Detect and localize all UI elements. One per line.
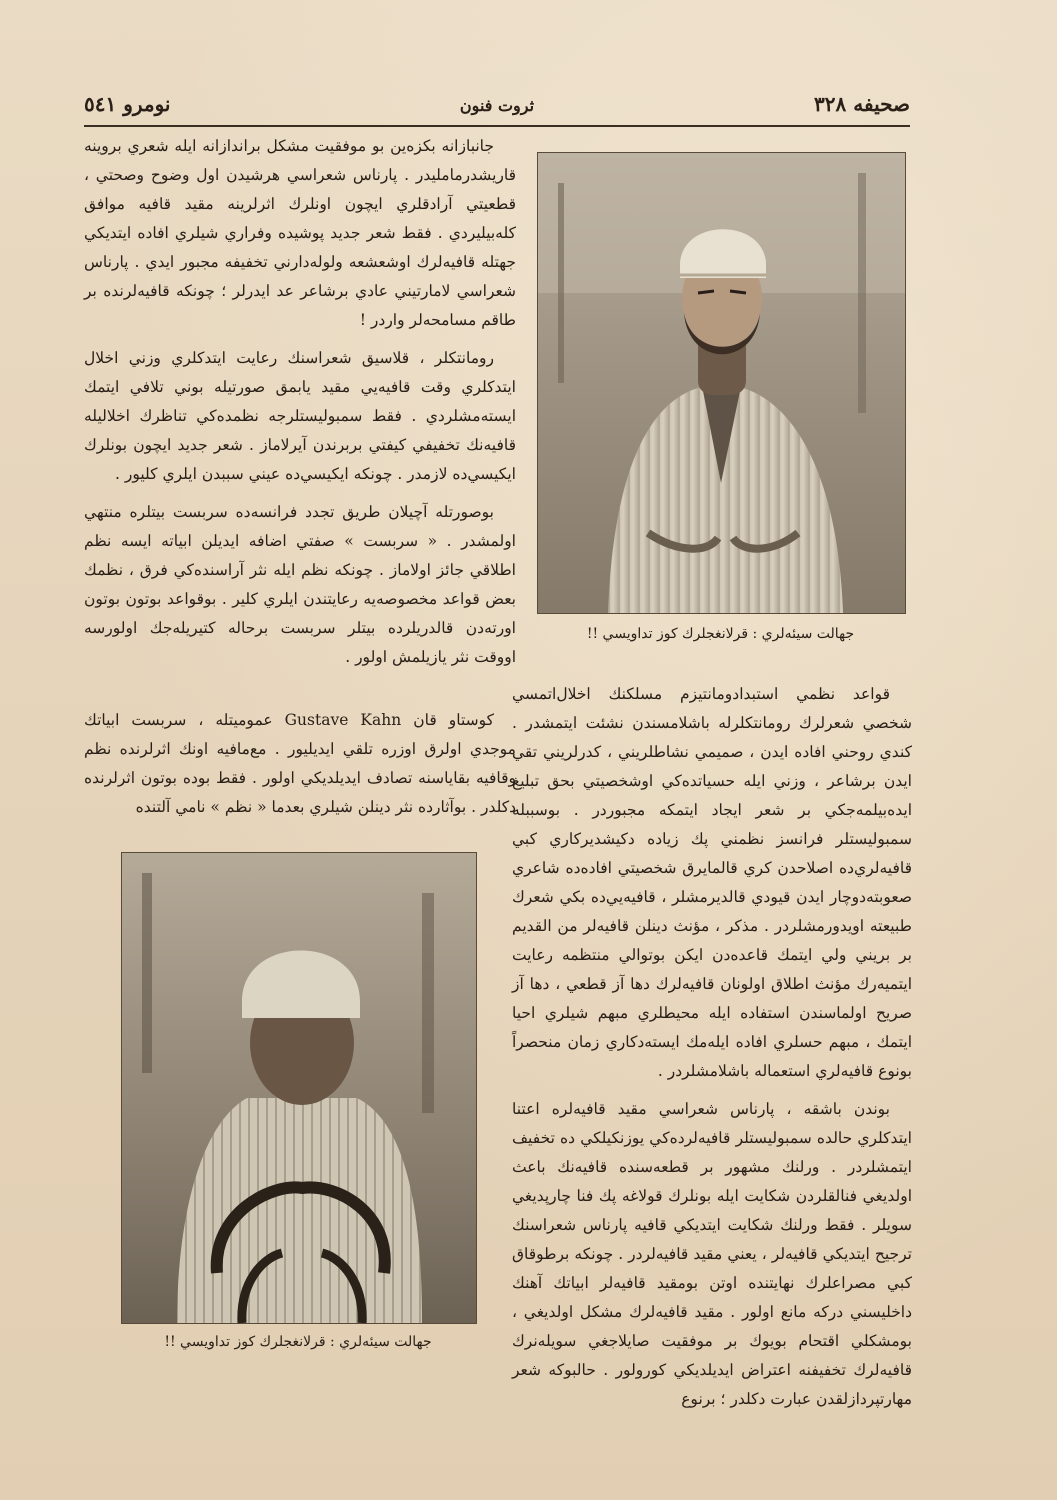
text-column-right-continued — [84, 706, 516, 834]
header-rule — [84, 125, 910, 127]
photo-caption: جهالت سيئه‌لري : قرلانغجلرك كوز تداويسي !! — [586, 626, 855, 642]
photo-caption: جهالت سيئه‌لري : قرلانغجلرك كوز تداويسي !! — [164, 1334, 432, 1350]
paragraph: رومانتكلر ، قلاسيق شعراسنك رعايت ايتدكلري وزني اخلال ايتدكلري وقت قافيه‌يي مقيد يابمق صورتيله بوني تلافي ايتمك ايسته‌مشلردي . فقط سمبوليستلرجه نظمده‌كي تناظرك اخلاليله قافيه‌نك تخفيفي كيفتي بربرندن آيرلاماز . شعر جديد ايچون بونلرك ايكيسي‌ده لازمدر . چونكه ايكيسي‌ده عيني سببدن ايلري كليور . — [84, 349, 516, 483]
photo-man-portrait — [537, 152, 906, 614]
paragraph: بوصورتله آچيلان طريق تجدد فرانسه‌ده سربست بيتلره منتهي اولمشدر . « سربست » صفتي اضافه ايديلن ابياته ايسه نظم اطلاقي جائز اولاماز . چونكه نظم ايله نثر آراسنده‌كي فرق ، نظمك بعض قواعد مخصوصه‌يه رعايتندن ايلري كلير . بوقواعد بوتون بوتون اورته‌دن قالدريلرده بيتلر سربست برحاله كتيريله‌جك اولورسه اووقت نثر يازيلمش اولور . — [84, 503, 516, 666]
page-header — [84, 88, 910, 126]
paragraph: كوستاو قان Gustave Kahn عموميتله ، سربست ابياتك موجدي اولرق اوزره تلقي ايديليور . مع‌مافيه اونك اثرلرنده نظم وقافيه بقاياسنه تصادف ايديلديكي اولور . فقط بوده بوتون اثرلرنده دكلدر . بوآثارده نثر دينلن شيلري بعدما « نظم » نامي آلتنده — [84, 711, 516, 816]
photo-seated-figure — [121, 852, 477, 1324]
issue-number: نومرو ٥٤١ — [84, 92, 171, 116]
paragraph: بوندن باشقه ، پارناس شعراسي مقيد قافيه‌لره اعتنا ايتدكلري حالده سمبوليستلر قافيه‌لرده‌كي يوزنكيلكي ده تخفيف ايتمشلردر . ورلنك مشهور بر قطعه‌سنده قافيه‌نك باعث اولديغي فنالقلردن شكايت ايله بونلرك قولاغه پك فنا چارپديغي سويلر . فقط ورلنك شكايت ايتديكي قافيه پارناس شعراسنك ترجيح ايتديكي قافيه‌لر ، يعني مقيد قافيه‌لردر . چونكه برطوقاق كبي مصراعلرك نهايتنده اوتن بومقيد قافيه‌لر ابياتك آهنك داخليسني دركه مانع اولور . مقيد قافيه‌لرك مشكل اولديغي ، بومشكلي اقتحام بويوك بر موفقيت صايلاجغي سويله‌نرك قافيه‌لرك تخفيفنه اعتراض ايديلديكي كورولور . حالبوكه شعر مهارتپردازلقدن عبارت دكلدر ؛ برنوع — [512, 1100, 912, 1408]
journal-title: ثروت فنون — [459, 96, 535, 115]
text-column-right — [84, 132, 516, 707]
paragraph: قواعد نظمي استبدادومانتيزم مسلكنك اخلال‌اتمسي شخصي شعرلرك رومانتكلرله باشلامسندن نشئت ايتمشدر . كندي روحني افاده ايدن ، صميمي نشاطلريني ، كدرلريني تقي ايدن برشاعر ، وزني ايله حسياتده‌كي اوشخصيتي بحق تبليغ ايده‌بيلمه‌جكي بر شعر ايجاد ايتمكه مجبوردر . بوسببله سمبوليستلر فرانسز نظمني پك زياده دكيشديركاري كبي قافيه‌لري‌ده اصلاحدن كري قالمايرق شخصيتي افاده‌ده شاعري صعوبته‌دوچار ايدن قيودي قالديرمشلر ، قافيه‌يي‌ده بكي شعرك طبيعته اويدورمشلردر . مذكر ، مؤنث دينلن قافيه‌لر من القديم بر بريني ولي ايتمك قاعده‌دن ايكن بوتوالي منتظمه رعايت ايتميه‌رك مؤنث اطلاق اولونان قافيه‌لرك دها آز قطعي ، دها آز صريح اولماسندن استفاده ايله محيطلري مبهم شيلري احيا ايتمك ، مبهم حسلري افاده ايله‌مك ايسته‌دكاري زمان منحصراً بونوع قافيه‌لري استعماله باشلامشلردر . — [512, 685, 912, 1080]
text-column-left — [512, 680, 912, 1408]
page-number: صحيفه ۳۲۸ — [814, 92, 910, 116]
paragraph: جانبازانه بکزه‌ين بو موفقيت مشكل براندازانه ايله شعري بروينه قاريشدرمامليدر . پارناس شعراسي هرشيدن اول وضوح وصحتي ، قطعيتي آرادقلري ايچون اونلرك اثرلرينه مقيد قافيه موافق كله‌بيليردي . فقط شعر جديد پوشيده وفراري شيلري افاده ايتديكي جهتله قافيه‌لرك اوشعشعه ولوله‌دارني تخفيفه مجبور ايدي . پارناس شعراسي لامارتيني عادي برشاعر عد ايدرلر ؛ چونكه قافيه‌لرنده بر طاقم مسامحه‌لر واردر ! — [84, 137, 516, 329]
